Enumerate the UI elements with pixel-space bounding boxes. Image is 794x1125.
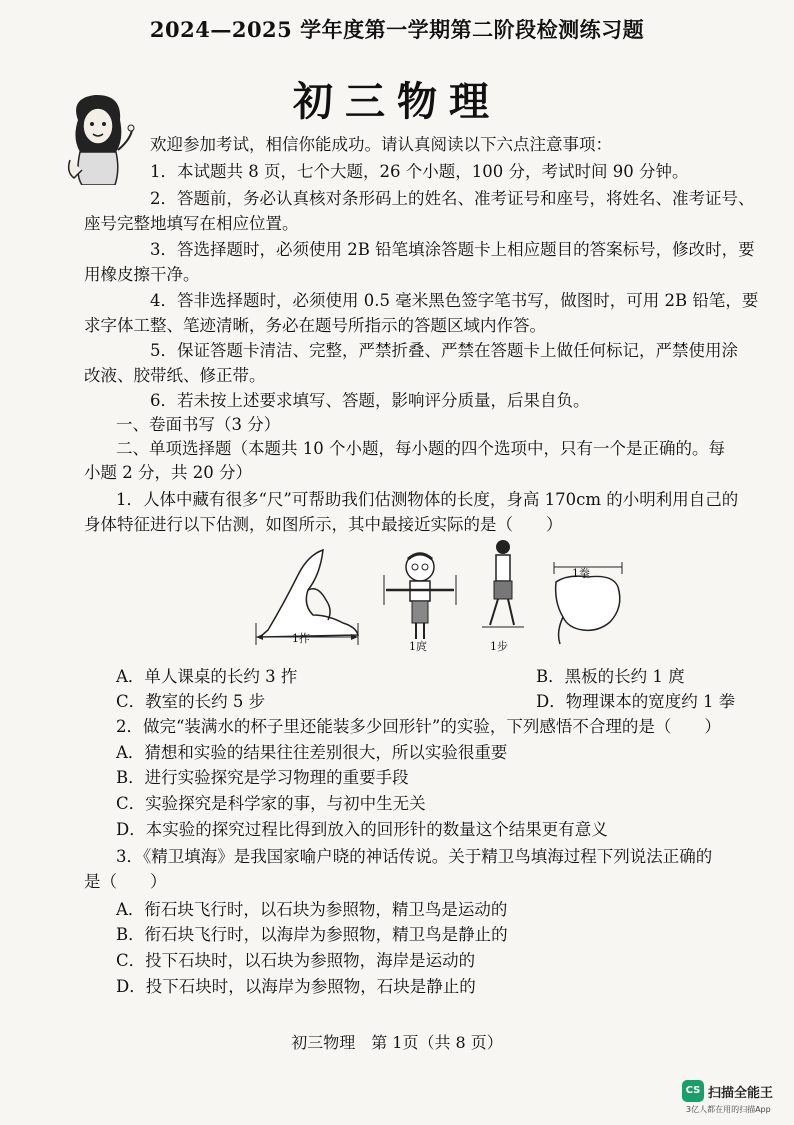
notice-item-4: 4．答非选择题时，必须使用 0.5 毫米黑色签字笔书写，做图时，可用 2B 铅笔，要 xyxy=(150,291,759,310)
q2-option-d: D．本实验的探究过程比得到放入的回形针的数量这个结果更有意义 xyxy=(116,820,608,839)
q3-option-c: C．投下石块时，以石块为参照物，海岸是运动的 xyxy=(116,951,476,970)
notice-item-2-cont: 座号完整地填写在相应位置。 xyxy=(84,214,299,233)
figure-arm-span xyxy=(382,545,458,645)
q3-option-d: D．投下石块时，以海岸为参照物，石块是静止的 xyxy=(116,977,476,996)
notice-item-4-cont: 求字体工整、笔迹清晰，务必在题号所指示的答题区域内作答。 xyxy=(84,316,546,335)
notice-item-6: 6．若未按上述要求填写、答题，影响评分质量，后果自负。 xyxy=(150,391,590,410)
q2-option-c: C．实验探究是科学家的事，与初中生无关 xyxy=(116,794,426,813)
notice-item-3: 3．答选择题时，必须使用 2B 铅笔填涂答题卡上相应题目的答案标号，修改时，要 xyxy=(150,240,755,259)
section-2-heading-cont: 小题 2 分，共 20 分） xyxy=(84,463,252,482)
watermark-tagline: 3亿人都在用的扫描App xyxy=(686,1105,771,1114)
q3-option-a: A．衔石块飞行时，以石块为参照物，精卫鸟是运动的 xyxy=(116,900,508,919)
q3-stem: 3．《精卫填海》是我国家喻户晓的神话传说。关于精卫鸟填海过程下列说法正确的 xyxy=(116,847,713,866)
q3-option-b: B．衔石块飞行时，以海岸为参照物，精卫鸟是静止的 xyxy=(116,925,508,944)
notice-item-3-cont: 用橡皮擦干净。 xyxy=(84,265,200,284)
q1-stem-cont: 身体特征进行以下估测，如图所示，其中最接近实际的是（ ） xyxy=(84,515,563,534)
notice-item-5-cont: 改液、胶带纸、修正带。 xyxy=(84,366,266,385)
caption-hand-span: 1拃 xyxy=(292,632,310,645)
scanner-watermark xyxy=(682,1078,792,1118)
q1-option-a: A．单人课桌的长约 3 拃 xyxy=(116,667,298,686)
q2-option-a: A．猜想和实验的结果往往差别很大，所以实验很重要 xyxy=(116,743,508,762)
page-footer: 初三物理 第 1页（共 8 页） xyxy=(291,1033,503,1052)
q3-stem-cont: 是（ ） xyxy=(84,872,167,891)
notice-intro: 欢迎参加考试，相信你能成功。请认真阅读以下六点注意事项： xyxy=(150,135,612,154)
caption-fist: 1拳 xyxy=(572,567,590,580)
watermark-brand: 扫描全能王 xyxy=(708,1086,774,1101)
notice-item-2: 2．答题前，务必认真核对条形码上的姓名、准考证号和座号，将姓名、准考证号、 xyxy=(150,189,755,208)
q1-option-d: D．物理课本的宽度约 1 拳 xyxy=(536,692,736,711)
figure-step xyxy=(478,537,528,632)
q1-option-b: B．黑板的长约 1 庹 xyxy=(536,667,685,686)
cartoon-girl-illustration xyxy=(60,90,135,185)
section-1-heading: 一、卷面书写（3 分） xyxy=(116,415,281,434)
q2-stem: 2．做完“装满水的杯子里还能装多少回形针”的实验，下列感悟不合理的是（ ） xyxy=(116,717,721,736)
notice-item-1: 1．本试题共 8 页，七个大题，26 个小题，100 分，考试时间 90 分钟。 xyxy=(150,162,689,181)
q1-stem: 1．人体中藏有很多“尺”可帮助我们估测物体的长度，身高 170cm 的小明利用自己的 xyxy=(116,490,739,509)
caption-step: 1步 xyxy=(490,640,508,653)
notice-item-5: 5．保证答题卡清洁、完整，严禁折叠、严禁在答题卡上做任何标记，严禁使用涂 xyxy=(150,341,738,360)
page-title: 初三物理 xyxy=(293,78,501,125)
q1-option-c: C．教室的长约 5 步 xyxy=(116,692,266,711)
camscanner-logo-icon: CS xyxy=(682,1080,704,1102)
q2-option-b: B．进行实验探究是学习物理的重要手段 xyxy=(116,768,409,787)
section-2-heading: 二、单项选择题（本题共 10 个小题，每小题的四个选项中，只有一个是正确的。每 xyxy=(116,439,725,458)
caption-arm-span: 1庹 xyxy=(409,640,427,653)
exam-header: 2024—2025 学年度第一学期第二阶段检测练习题 xyxy=(149,17,645,42)
